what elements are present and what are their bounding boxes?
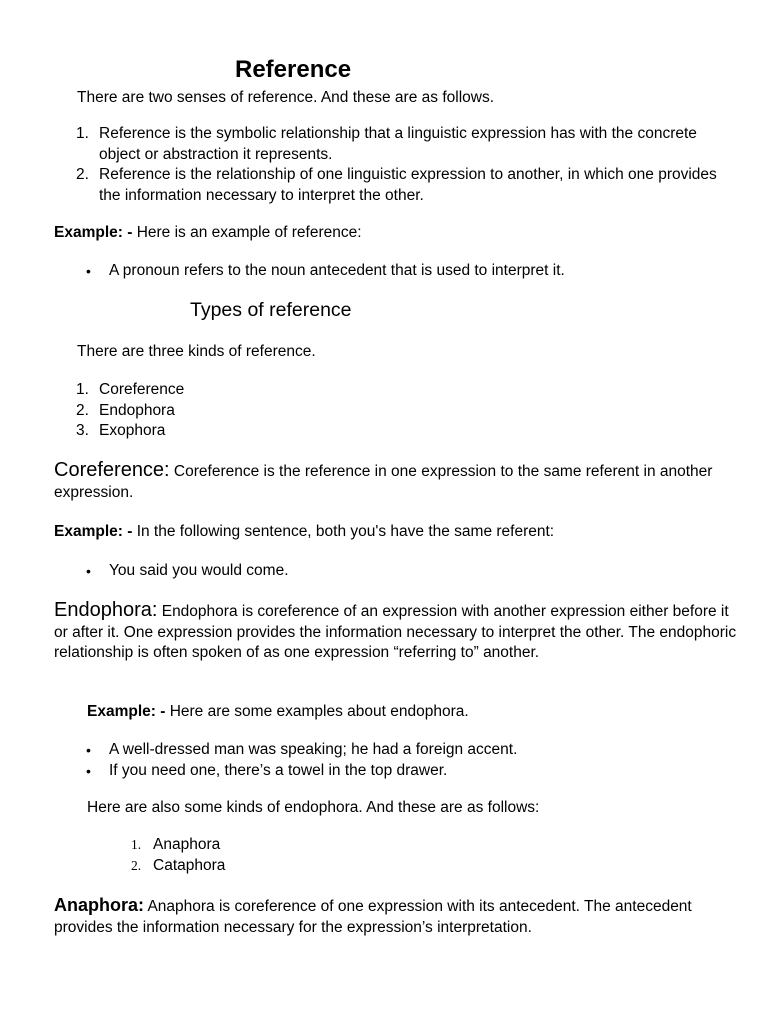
page-title: Reference bbox=[235, 56, 352, 83]
list-item: • A well-dressed man was speaking; he had a foreign accent. bbox=[86, 741, 518, 758]
example-bullets bbox=[86, 261, 565, 282]
types-intro: There are three kinds of reference. bbox=[77, 343, 316, 360]
example-bullets bbox=[86, 740, 518, 781]
list-item: 3. Exophora bbox=[76, 422, 166, 439]
term-heading: Coreference: bbox=[54, 459, 170, 481]
list-item: • A pronoun refers to the noun antecedent that is used to interpret it. bbox=[86, 262, 565, 279]
list-item: 2. Reference is the relationship of one linguistic expression to another, in which one provides the information necessary to interpret the other. bbox=[76, 166, 717, 204]
example-paragraph: Example: - Here is an example of reference: bbox=[54, 224, 362, 241]
types-list bbox=[76, 380, 185, 442]
senses-list bbox=[76, 124, 719, 206]
example-label: Example: - bbox=[87, 703, 166, 720]
example-paragraph: Example: - In the following sentence, both you's have the same referent: bbox=[54, 523, 555, 540]
anaphora-paragraph: Anaphora: Anaphora is coreference of one expression with its antecedent. The antecedent provides the information necessary for the expression’s interpretation. bbox=[54, 895, 692, 936]
endophora-kinds-list bbox=[131, 835, 226, 876]
list-item: • If you need one, there’s a towel in the top drawer. bbox=[86, 761, 448, 779]
term-heading: Anaphora: bbox=[54, 895, 144, 915]
list-item: 1. Reference is the symbolic relationship that a linguistic expression has with the concrete object or abstraction it represents. bbox=[76, 125, 697, 163]
list-item: 1. Coreference bbox=[76, 381, 185, 398]
example-label: Example: - bbox=[54, 224, 133, 241]
list-item: 2. Cataphora bbox=[131, 856, 226, 874]
example-paragraph: Example: - Here are some examples about endophora. bbox=[87, 703, 469, 720]
section-heading: Types of reference bbox=[190, 299, 352, 321]
example-label: Example: - bbox=[54, 523, 133, 540]
term-heading: Endophora: bbox=[54, 599, 158, 621]
list-item: 2. Endophora bbox=[76, 401, 175, 419]
list-item: • You said you would come. bbox=[86, 562, 289, 579]
endophora-paragraph: Endophora: Endophora is coreference of an expression with another expression either before it or after it. One expression provides the information necessary to interpret the other. The endophoric relationship is often spoken of as one expression “referring to” another. bbox=[54, 599, 737, 661]
example-bullets bbox=[86, 561, 289, 582]
endophora-kinds-intro: Here are also some kinds of endophora. And these are as follows: bbox=[87, 799, 540, 816]
intro-paragraph: There are two senses of reference. And these are as follows. bbox=[77, 89, 495, 106]
list-item: 1. Anaphora bbox=[131, 836, 221, 853]
coreference-paragraph: Coreference: Coreference is the reference in one expression to the same referent in another expression. bbox=[54, 459, 713, 501]
